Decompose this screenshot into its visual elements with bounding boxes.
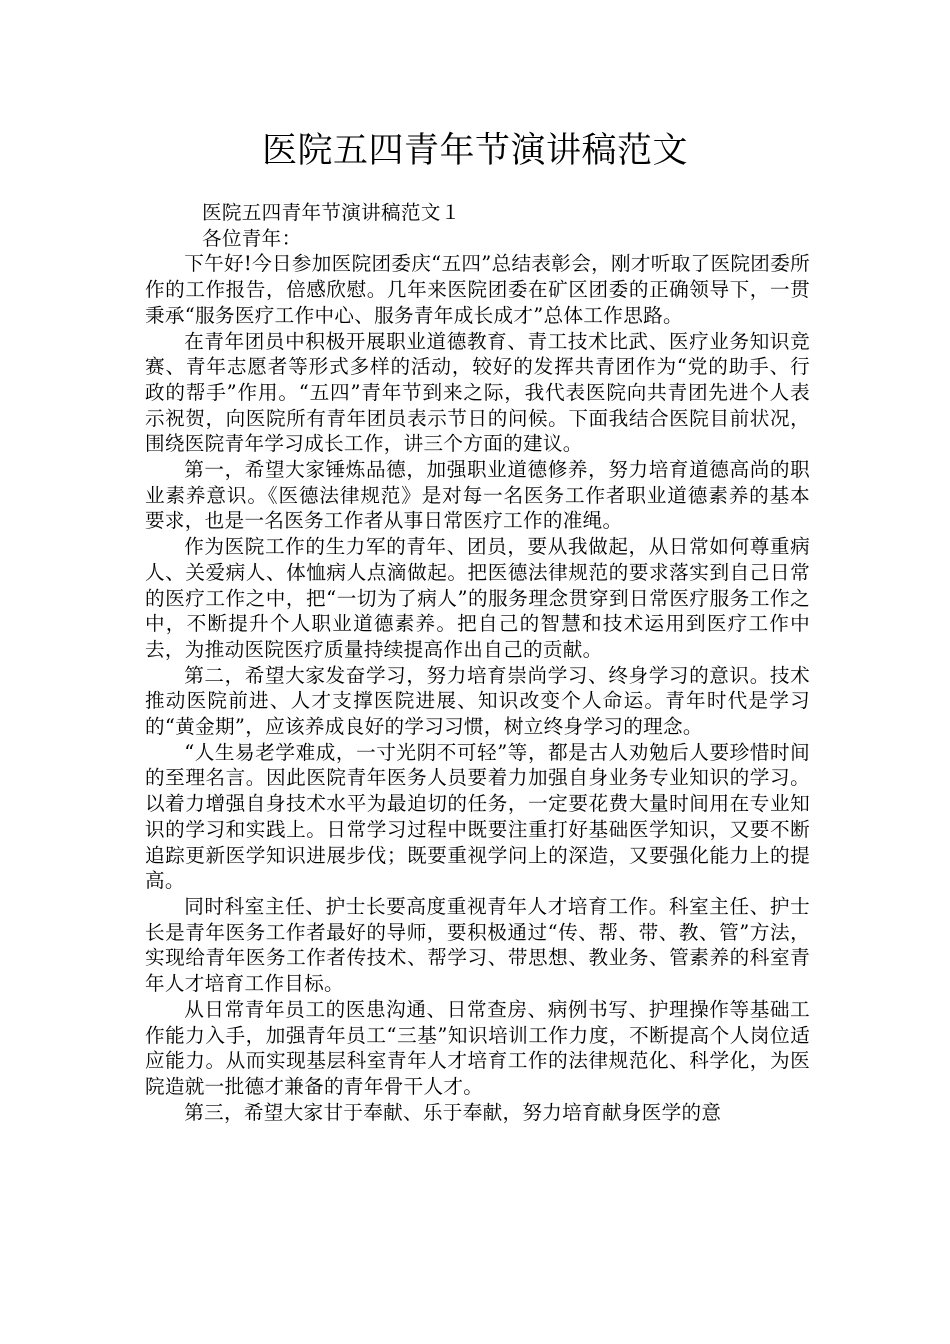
paragraph: 第三，希望大家甘于奉献、乐于奉献，努力培育献身医学的意 bbox=[184, 1100, 722, 1124]
paragraph: 第二，希望大家发奋学习，努力培育崇尚学习、终身学习的意识。技术推动医院前进、人才支撑医院进展、知识改变个人命运。青年时代是学习的“黄金期”，应该养成良好的学习习惯，树立终身学习的理念。 bbox=[145, 663, 810, 739]
paragraph: 从日常青年员工的医患沟通、日常查房、病例书写、护理操作等基础工作能力入手，加强青年员工“三基”知识培训工作力度，不断提高个人岗位适应能力。从而实现基层科室青年人才培育工作的法律规范化、科学化，为医院造就一批德才兼备的青年骨干人才。 bbox=[145, 997, 810, 1098]
document-body bbox=[145, 200, 810, 1125]
paragraph: 同时科室主任、护士长要高度重视青年人才培育工作。科室主任、护士长是青年医务工作者最好的导师，要积极通过“传、帮、带、教、管”方法，实现给青年医务工作者传技术、帮学习、带思想、教业务、管素养的科室青年人才培育工作目标。 bbox=[145, 894, 810, 996]
paragraph: 第一，希望大家锤炼品德，加强职业道德修养，努力培育道德高尚的职业素养意识。《医德法律规范》是对每一名医务工作者职业道德素养的基本要求，也是一名医务工作者从事日常医疗工作的准绳。 bbox=[145, 458, 810, 533]
document-subtitle: 医院五四青年节演讲稿范文１ bbox=[202, 201, 461, 224]
document-title: 医院五四青年节演讲稿范文 bbox=[261, 131, 688, 171]
paragraph: 下午好!今日参加医院团委庆“五四”总结表彰会，刚才听取了医院团委所作的工作报告，倍感欣慰。几年来医院团委在矿区团委的正确领导下，一贯秉承“服务医疗工作中心、服务青年成长成才”总体工作思路。 bbox=[145, 252, 810, 327]
paragraph: “人生易老学难成，一寸光阴不可轻”等，都是古人劝勉后人要珍惜时间的至理名言。因此医院青年医务人员要着力加强自身业务专业知识的学习。以着力增强自身技术水平为最迫切的任务，一定要花费大量时间用在专业知识的学习和实践上。日常学习过程中既要注重打好基础医学知识，又要不断追踪更新医学知识进展步伐；既要重视学问上的深造，又要强化能力上的提高。 bbox=[145, 740, 810, 893]
paragraph: 作为医院工作的生力军的青年、团员，要从我做起，从日常如何尊重病人、关爱病人、体恤病人点滴做起。把医德法律规范的要求落实到自己日常的医疗工作之中，把“一切为了病人”的服务理念贯穿到日常医疗服务工作之中，不断提升个人职业道德素养。把自己的智慧和技术运用到医疗工作中去，为推动医院医疗质量持续提高作出自己的贡献。 bbox=[145, 535, 810, 661]
salutation: 各位青年： bbox=[202, 226, 302, 250]
paragraph: 在青年团员中积极开展职业道德教育、青工技术比武、医疗业务知识竞赛、青年志愿者等形式多样的活动，较好的发挥共青团作为“党的助手、行政的帮手”作用。“五四”青年节到来之际，我代表医院向共青团先进个人表示祝贺，向医院所有青年团员表示节日的问候。下面我结合医院目前状况，围绕医院青年学习成长工作，讲三个方面的建议。 bbox=[145, 329, 810, 456]
